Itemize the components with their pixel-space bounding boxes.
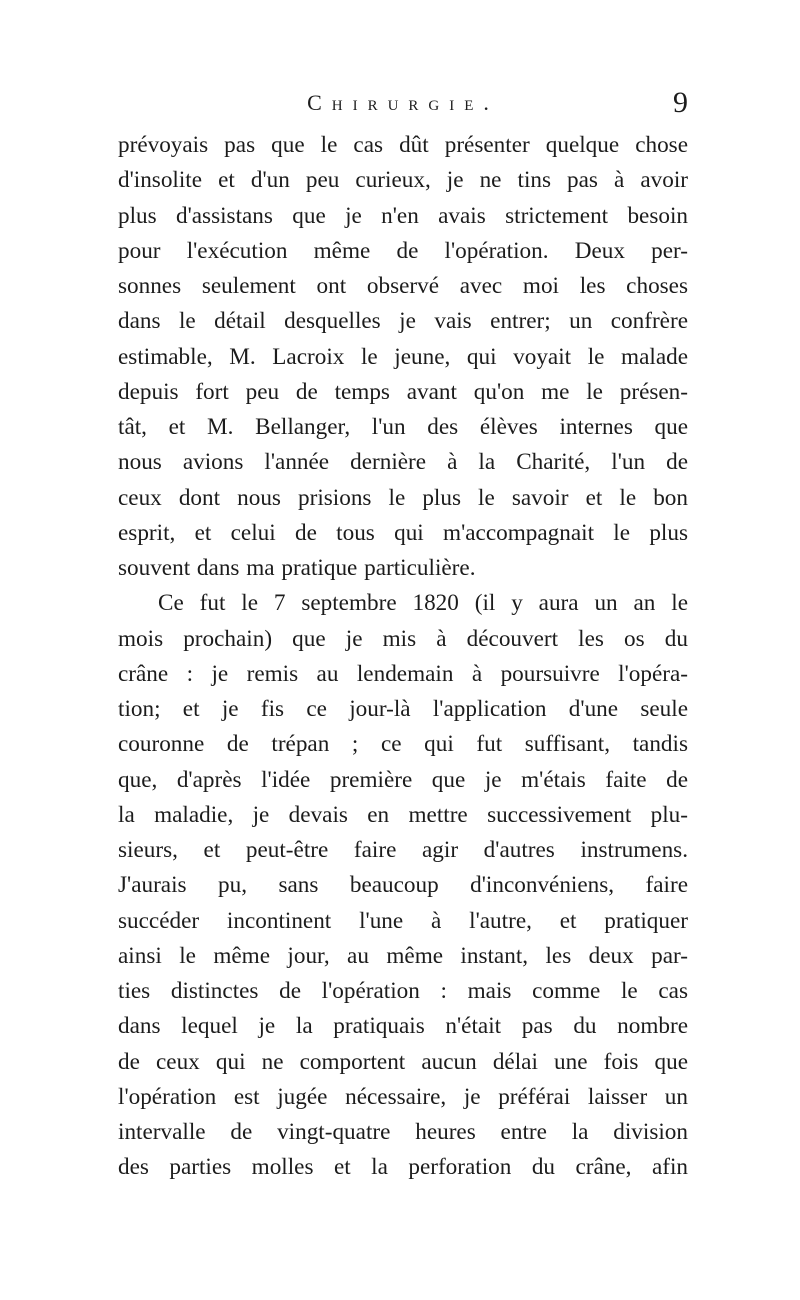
text-line: la maladie, je devais en mettre successivement plu- bbox=[118, 801, 688, 828]
text-line: Ce fut le 7 septembre 1820 (il y aura un an le bbox=[158, 590, 688, 617]
text-line: estimable, M. Lacroix le jeune, qui voyait le malade bbox=[118, 343, 688, 370]
text-line: souvent dans ma pratique particulière. bbox=[118, 555, 476, 581]
text-line: ainsi le même jour, au même instant, les deux par- bbox=[118, 942, 688, 969]
text-line: plus d'assistans que je n'en avais strictement besoin bbox=[118, 202, 688, 229]
paragraph-1 bbox=[118, 128, 688, 586]
text-line: tât, et M. Bellanger, l'un des élèves internes que bbox=[118, 414, 688, 440]
text-line: esprit, et celui de tous qui m'accompagnait le plus bbox=[118, 519, 688, 546]
text-line: pour l'exécution même de l'opération. Deux per- bbox=[118, 237, 688, 264]
text-line: l'opération est jugée nécessaire, je préférai laisser un bbox=[118, 1083, 688, 1110]
text-line: J'aurais pu, sans beaucoup d'inconvéniens, faire bbox=[118, 872, 688, 899]
text-line: mois prochain) que je mis à découvert les os du bbox=[118, 625, 688, 652]
text-line: succéder incontinent l'une à l'autre, et pratiquer bbox=[118, 907, 688, 934]
text-line: sieurs, et peut-être faire agir d'autres instrumens. bbox=[118, 837, 688, 863]
text-line: crâne : je remis au lendemain à poursuivre l'opéra- bbox=[118, 660, 688, 687]
text-line: des parties molles et la perforation du crâne, afin bbox=[118, 1154, 688, 1181]
text-line: nous avions l'année dernière à la Charité, l'un de bbox=[118, 449, 688, 476]
text-line: dans le détail desquelles je vais entrer; un confrère bbox=[118, 308, 688, 335]
running-head bbox=[118, 86, 688, 126]
text-line: intervalle de vingt-quatre heures entre la division bbox=[118, 1119, 688, 1145]
text-line: ceux dont nous prisions le plus le savoir et le bon bbox=[118, 484, 688, 511]
page-number: 9 bbox=[673, 86, 688, 119]
text-line: couronne de trépan ; ce qui fut suffisant, tandis bbox=[118, 731, 688, 758]
paragraph-2 bbox=[118, 586, 688, 1185]
text-line: sonnes seulement ont observé avec moi les choses bbox=[118, 273, 688, 299]
text-line: dans lequel je la pratiquais n'était pas du nombre bbox=[118, 1013, 688, 1040]
running-title: Chirurgie. bbox=[307, 90, 499, 115]
text-line: de ceux qui ne comportent aucun délai une fois que bbox=[118, 1048, 688, 1075]
text-line: que, d'après l'idée première que je m'étais faite de bbox=[118, 766, 688, 793]
text-line: depuis fort peu de temps avant qu'on me le présen- bbox=[118, 378, 688, 405]
text-line: prévoyais pas que le cas dût présenter quelque chose bbox=[118, 132, 688, 158]
text-line: d'insolite et d'un peu curieux, je ne tins pas à avoir bbox=[118, 167, 688, 194]
body-text bbox=[118, 128, 688, 1186]
text-line: ties distinctes de l'opération : mais comme le cas bbox=[118, 978, 688, 1004]
text-line: tion; et je fis ce jour-là l'application d'une seule bbox=[118, 696, 688, 722]
